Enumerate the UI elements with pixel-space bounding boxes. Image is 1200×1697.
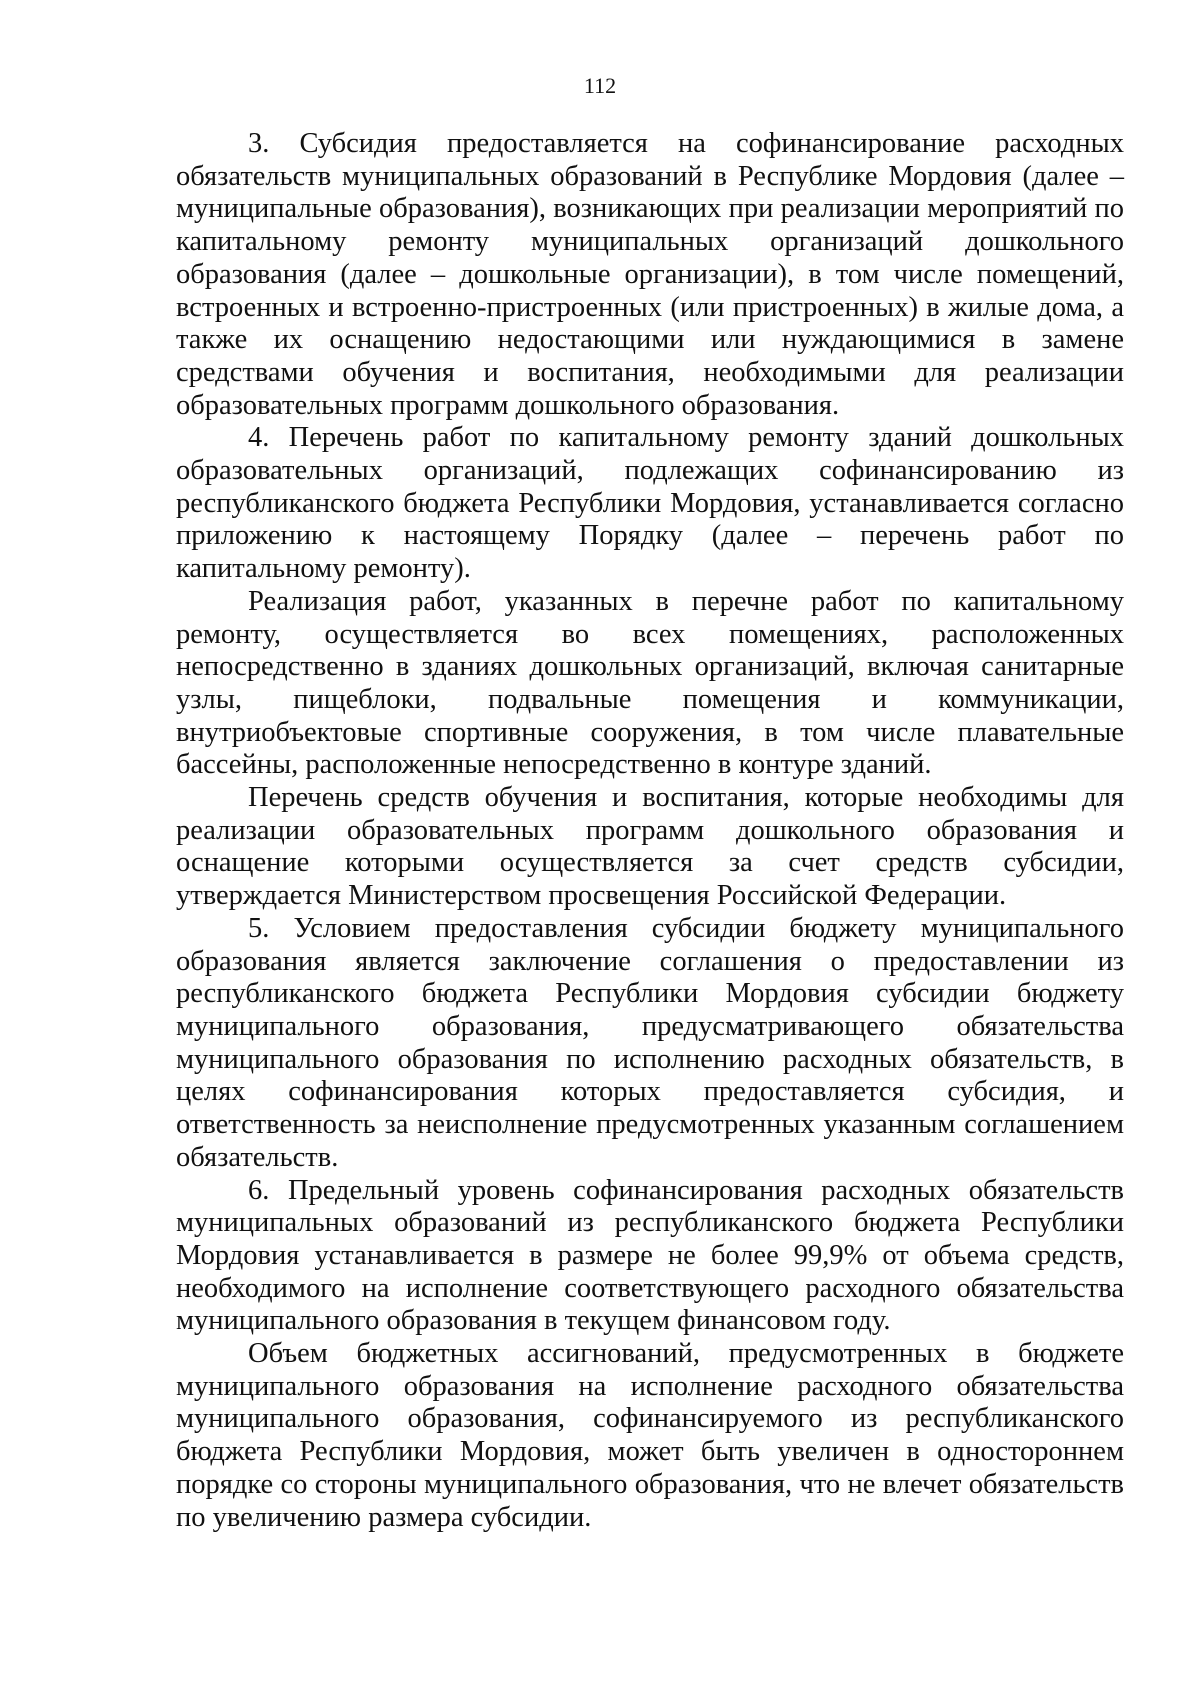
paragraph-works-list: 4. Перечень работ по капитальному ремонту зданий дошкольных образовательных организаций, подлежащих софинансированию из республиканского бюджета Республики Мордовия, устанавливается согласно приложению к настоящему Порядку (далее – перечень работ по капитальному ремонту). [176, 422, 1124, 585]
paragraph-cofinancing-level: 6. Предельный уровень софинансирования расходных обязательств муниципальных образований из республиканского бюджета Республики Мордовия устанавливается в размере не более 99,9% от объема средств, необходимого на исполнение соответствующего расходного обязательства муниципального образования в текущем финансовом году. [176, 1174, 1124, 1337]
document-body [176, 128, 1124, 1534]
page-number: 112 [583, 73, 617, 98]
paragraph-works-implementation: Реализация работ, указанных в перечне работ по капитальному ремонту, осуществляется во всех помещениях, расположенных непосредственно в зданиях дошкольных организаций, включая санитарные узлы, пищеблоки, подвальные помещения и коммуникации, внутриобъектовые спортивные сооружения, в том числе плавательные бассейны, расположенные непосредственно в контуре зданий. [176, 585, 1124, 781]
paragraph-education-means: Перечень средств обучения и воспитания, которые необходимы для реализации образовательных программ дошкольного образования и оснащение которыми осуществляется за счет средств субсидии, утверждается Министерством просвещения Российской Федерации. [176, 782, 1124, 912]
paragraph-budget-allocation: Объем бюджетных ассигнований, предусмотренных в бюджете муниципального образования на исполнение расходного обязательства муниципального образования, софинансируемого из республиканского бюджета Республики Мордовия, может быть увеличен в одностороннем порядке со стороны муниципального образования, что не влечет обязательств по увеличению размера субсидии. [176, 1338, 1124, 1533]
paragraph-subsidy-purpose: 3. Субсидия предоставляется на софинансирование расходных обязательств муниципальных образований в Республике Мордовия (далее – муниципальные образования), возникающих при реализации мероприятий по капитальному ремонту муниципальных организаций дошкольного образования (далее – дошкольные организации), в том числе помещений, встроенных и встроенно-пристроенных (или пристроенных) в жилые дома, а также их оснащению недостающими или нуждающимися в замене средствами обучения и воспитания, необходимыми для реализации образовательных программ дошкольного образования. [176, 128, 1124, 421]
paragraph-subsidy-condition: 5. Условием предоставления субсидии бюджету муниципального образования является заключение соглашения о предоставлении из республиканского бюджета Республики Мордовия субсидии бюджету муниципального образования, предусматривающего обязательства муниципального образования по исполнению расходных обязательств, в целях софинансирования которых предоставляется субсидия, и ответственность за неисполнение предусмотренных указанным соглашением обязательств. [176, 912, 1124, 1173]
